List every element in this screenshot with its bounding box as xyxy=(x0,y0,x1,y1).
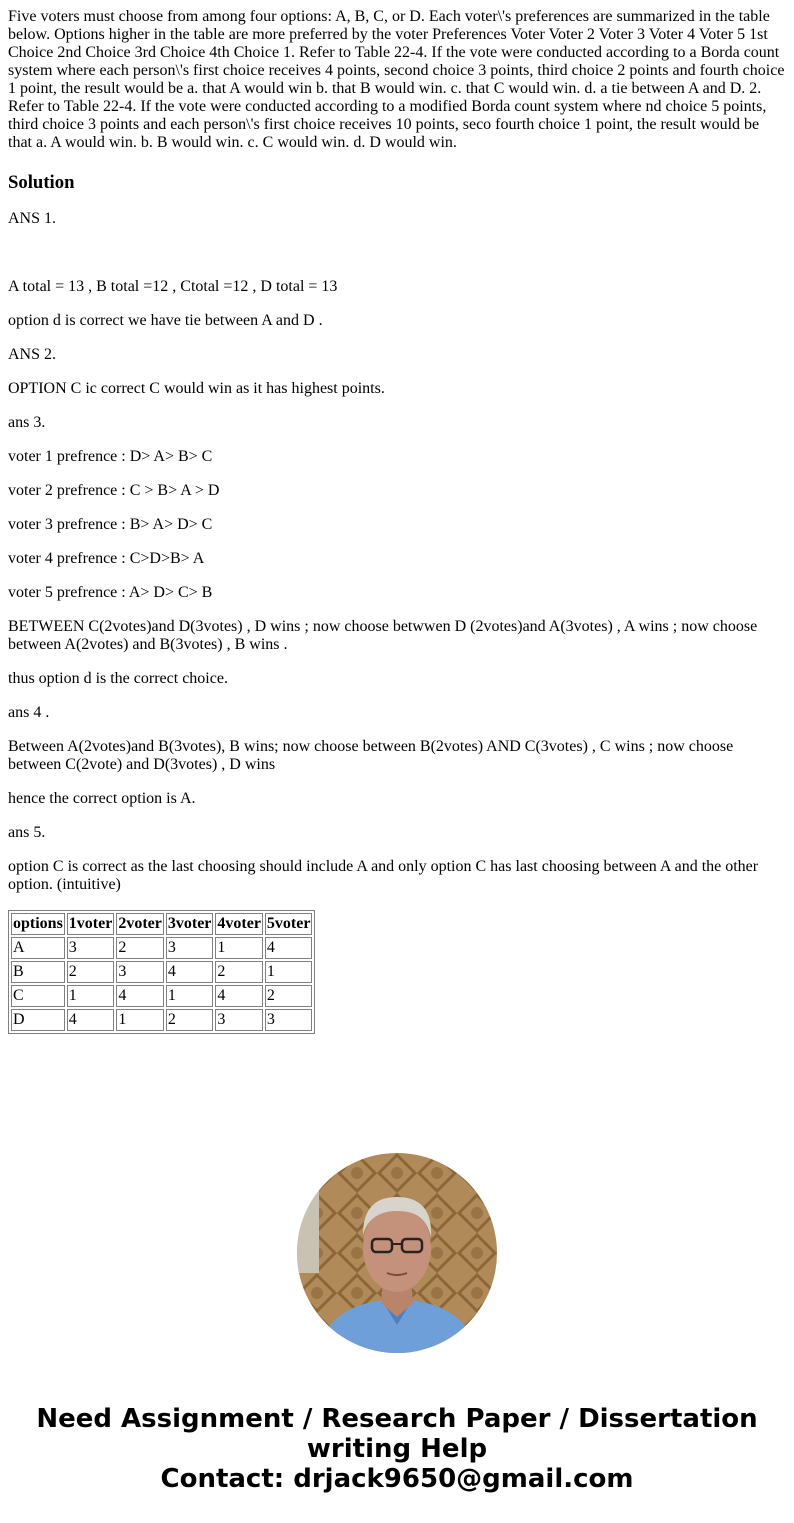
table-cell: B xyxy=(11,961,65,983)
table-cell: 4 xyxy=(265,937,313,959)
table-header: 4voter xyxy=(215,913,263,935)
table-cell: 3 xyxy=(116,961,164,983)
ans2-text: OPTION C ic correct C would win as it has highest points. xyxy=(8,380,385,397)
contact-banner xyxy=(0,1404,794,1494)
table-cell: 2 xyxy=(67,961,115,983)
ans3-label: ans 3. xyxy=(8,414,46,431)
table-cell: 4 xyxy=(67,1009,115,1031)
banner-line-2: writing Help xyxy=(306,1434,488,1464)
banner-line-1: Need Assignment / Research Paper / Dissertation xyxy=(36,1404,758,1434)
table-cell: 4 xyxy=(215,985,263,1007)
table-cell: 3 xyxy=(67,937,115,959)
table-cell: 1 xyxy=(265,961,313,983)
ans5-text: option C is correct as the last choosing should include A and only option C has last choosing between A and the other option. (intuitive) xyxy=(8,858,759,893)
solution-heading: Solution xyxy=(8,172,75,193)
table-header: 3voter xyxy=(166,913,214,935)
table-row xyxy=(11,961,312,983)
solution-body xyxy=(8,210,786,894)
voter1-preference: voter 1 prefrence : D> A> B> C xyxy=(8,448,213,465)
table-row xyxy=(11,985,312,1007)
table-cell: 4 xyxy=(166,961,214,983)
table-cell: 3 xyxy=(166,937,214,959)
table-cell: A xyxy=(11,937,65,959)
author-portrait-image xyxy=(297,1153,497,1353)
table-cell: 2 xyxy=(116,937,164,959)
banner-contact-email: Contact: drjack9650@gmail.com xyxy=(160,1464,634,1494)
table-header: 2voter xyxy=(116,913,164,935)
ans4-text: Between A(2votes)and B(3votes), B wins; now choose between B(2votes) AND C(3votes) , C wins ; now choose between C(2vote) and D(3votes) , D wins xyxy=(8,738,734,773)
ans4-label: ans 4 . xyxy=(8,704,50,721)
table-cell: 3 xyxy=(265,1009,313,1031)
borda-points-table xyxy=(8,910,315,1034)
table-cell: 3 xyxy=(215,1009,263,1031)
question-text: Five voters must choose from among four options: A, B, C, or D. Each voter\'s preferences are summarized in the table below. Options higher in the table are more preferred by the voter Preferences Voter Voter 2 Voter 3 Voter 4 Voter 5 1st Choice 2nd Choice 3rd Choice 4th Choice 1. Refer to Table 22-4. If the vote were conducted according to a Borda count system where each person\'s first choice receives 4 points, second choice 3 points, third choice 2 points and fourth choice 1 point, the result would be a. that A would win b. that B would win. c. that C would win. d. a tie between A and D. 2. Refer to Table 22-4. If the vote were conducted according to a modified Borda count system where nd choice 5 points, third choice 3 points and each person\'s first choice receives 10 points, seco fourth choice 1 point, the result would be that a. A would win. b. B would win. c. C would win. d. D would win. xyxy=(8,8,785,151)
ans5-label: ans 5. xyxy=(8,824,46,841)
author-avatar xyxy=(297,1153,497,1353)
table-cell: 1 xyxy=(67,985,115,1007)
voter3-preference: voter 3 prefrence : B> A> D> C xyxy=(8,516,213,533)
table-cell: 1 xyxy=(116,1009,164,1031)
voter4-preference: voter 4 prefrence : C>D>B> A xyxy=(8,550,205,567)
table-header: options xyxy=(11,913,65,935)
table-row xyxy=(11,937,312,959)
ans1-totals: A total = 13 , B total =12 , Ctotal =12 , D total = 13 xyxy=(8,278,338,295)
ans1-text: option d is correct we have tie between A and D . xyxy=(8,312,323,329)
voter5-preference: voter 5 prefrence : A> D> C> B xyxy=(8,584,213,601)
ans1-label: ANS 1. xyxy=(8,210,57,227)
table-cell: 2 xyxy=(215,961,263,983)
table-header: 5voter xyxy=(265,913,313,935)
ans2-label: ANS 2. xyxy=(8,346,57,363)
table-cell: D xyxy=(11,1009,65,1031)
document-body xyxy=(8,8,786,1034)
table-header: 1voter xyxy=(67,913,115,935)
voter2-preference: voter 2 prefrence : C > B> A > D xyxy=(8,482,220,499)
table-cell: 4 xyxy=(116,985,164,1007)
table-cell: 2 xyxy=(166,1009,214,1031)
table-cell: 1 xyxy=(215,937,263,959)
table-cell: 2 xyxy=(265,985,313,1007)
table-row xyxy=(11,1009,312,1031)
ans3-text: BETWEEN C(2votes)and D(3votes) , D wins ; now choose betwwen D (2votes)and A(3votes) , A wins ; now choose between A(2votes) and B(3votes) , B wins . xyxy=(8,618,758,653)
table-cell: 1 xyxy=(166,985,214,1007)
ans4-conclusion: hence the correct option is A. xyxy=(8,790,196,807)
table-header-row xyxy=(11,913,312,935)
table-cell: C xyxy=(11,985,65,1007)
ans3-conclusion: thus option d is the correct choice. xyxy=(8,670,228,687)
